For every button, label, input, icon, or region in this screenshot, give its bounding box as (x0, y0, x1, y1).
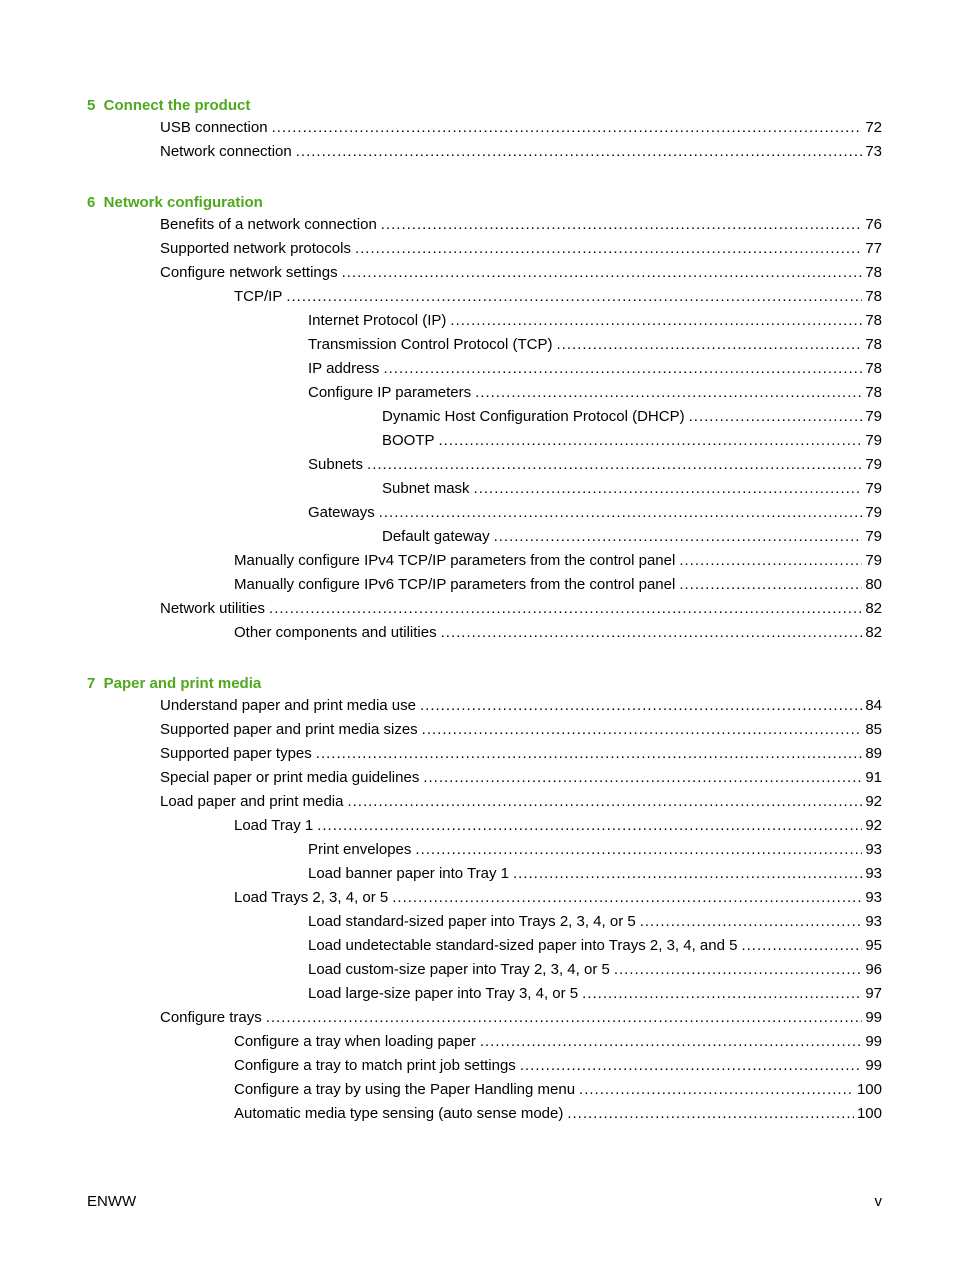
toc-entry-link[interactable] (87, 790, 882, 814)
dot-leader (567, 1102, 854, 1126)
toc-entry-page-number: 93 (865, 865, 882, 882)
toc-entry-label: Subnets (308, 456, 364, 473)
toc-entry-link[interactable] (87, 309, 882, 333)
toc-entry-page-number: 99 (865, 1009, 882, 1026)
dot-leader (422, 718, 863, 742)
dot-leader (679, 549, 862, 573)
toc-entry-label: Network connection (160, 143, 292, 160)
toc-entry-link[interactable] (87, 1006, 882, 1030)
toc-entry-link[interactable] (87, 1030, 882, 1054)
dot-leader (520, 1054, 863, 1078)
toc-entry-link[interactable] (87, 501, 882, 525)
toc-entry-label: Load undetectable standard-sized paper into Trays 2, 3, 4, and 5 (308, 937, 738, 954)
toc-entry-link[interactable] (87, 597, 882, 621)
toc-entry-label: Dynamic Host Configuration Protocol (DHCP) (382, 408, 685, 425)
toc-entry-page-number: 79 (865, 552, 882, 569)
toc-entry-page-number: 82 (865, 600, 882, 617)
toc-entry-label: TCP/IP (234, 288, 283, 305)
dot-leader (640, 910, 863, 934)
dot-leader (582, 982, 862, 1006)
dot-leader (741, 934, 862, 958)
dot-leader (513, 862, 862, 886)
dot-leader (423, 766, 862, 790)
toc-entry-page-number: 100 (856, 1081, 882, 1098)
toc-entry-page-number: 93 (865, 889, 882, 906)
page-footer (87, 1192, 882, 1212)
footer-publisher-code: ENWW (87, 1193, 137, 1210)
toc-entry-link[interactable] (87, 1054, 882, 1078)
dot-leader (367, 453, 862, 477)
toc-entry-page-number: 84 (865, 697, 882, 714)
toc-entry-label: Configure a tray by using the Paper Handling menu (234, 1081, 576, 1098)
toc-entry-label: Subnet mask (382, 480, 470, 497)
toc-entry-label: IP address (308, 360, 380, 377)
dot-leader (392, 886, 862, 910)
dot-leader (296, 140, 863, 164)
toc-entry-link[interactable] (87, 934, 882, 958)
dot-leader (494, 525, 863, 549)
toc-entry-label: BOOTP (382, 432, 435, 449)
toc-entry-link[interactable] (87, 405, 882, 429)
dot-leader (355, 237, 862, 261)
toc-entry-label: Configure a tray when loading paper (234, 1033, 476, 1050)
toc-entry-page-number: 78 (865, 312, 882, 329)
toc-entry-page-number: 92 (865, 817, 882, 834)
toc-entry-label: Manually configure IPv4 TCP/IP parameters from the control panel (234, 552, 676, 569)
dot-leader (316, 742, 863, 766)
toc-entry-label: Other components and utilities (234, 624, 437, 641)
toc-entry-page-number: 77 (865, 240, 882, 257)
toc-entry-page-number: 79 (865, 456, 882, 473)
toc-entry-label: Automatic media type sensing (auto sense mode) (234, 1105, 564, 1122)
dot-leader (347, 790, 862, 814)
toc-entry-link[interactable] (87, 453, 882, 477)
toc-entry-page-number: 100 (856, 1105, 882, 1122)
dot-leader (342, 261, 863, 285)
chapter-title-link[interactable]: 7 Paper and print media (87, 675, 262, 692)
toc-entry-page-number: 99 (865, 1033, 882, 1050)
dot-leader (557, 333, 863, 357)
toc-entry-page-number: 79 (865, 408, 882, 425)
toc-entry-link[interactable] (87, 237, 882, 261)
toc-entry-link[interactable] (87, 573, 882, 597)
toc-entry-page-number: 78 (865, 288, 882, 305)
toc-entry-label: Manually configure IPv6 TCP/IP parameters from the control panel (234, 576, 676, 593)
toc-entry-page-number: 73 (865, 143, 882, 160)
toc-entry-page-number: 89 (865, 745, 882, 762)
toc-entry-page-number: 79 (865, 480, 882, 497)
toc-entry-label: Configure a tray to match print job settings (234, 1057, 516, 1074)
toc-entry-label: Load custom-size paper into Tray 2, 3, 4, or 5 (308, 961, 610, 978)
toc-entry-link[interactable] (87, 910, 882, 934)
toc-entry-page-number: 85 (865, 721, 882, 738)
toc-entry-label: Default gateway (382, 528, 490, 545)
toc-entry-link[interactable] (87, 742, 882, 766)
footer-page-number: v (874, 1193, 882, 1210)
toc-entry-page-number: 78 (865, 264, 882, 281)
toc-entry-label: Load paper and print media (160, 793, 344, 810)
toc-entry-page-number: 99 (865, 1057, 882, 1074)
dot-leader (317, 814, 862, 838)
toc-entry-link[interactable] (87, 621, 882, 645)
toc-entry-page-number: 79 (865, 528, 882, 545)
toc-entry-link[interactable] (87, 116, 882, 140)
toc-entry-link[interactable] (87, 549, 882, 573)
toc-entry-link[interactable] (87, 429, 882, 453)
dot-leader (420, 694, 862, 718)
chapter-title-link[interactable]: 5 Connect the product (87, 97, 251, 114)
dot-leader (379, 501, 863, 525)
toc-entry-label: Internet Protocol (IP) (308, 312, 447, 329)
toc-entry-label: Understand paper and print media use (160, 697, 416, 714)
toc-entry-label: Configure IP parameters (308, 384, 472, 401)
toc-entry-link[interactable] (87, 213, 882, 237)
toc-entry-page-number: 91 (865, 769, 882, 786)
toc-entry-page-number: 79 (865, 432, 882, 449)
toc-entry-link[interactable] (87, 357, 882, 381)
dot-leader (614, 958, 862, 982)
toc-entry-label: Network utilities (160, 600, 266, 617)
toc-entry-label: Supported paper and print media sizes (160, 721, 418, 738)
toc-entry-page-number: 79 (865, 504, 882, 521)
toc-entry-label: Print envelopes (308, 841, 412, 858)
toc-entry-page-number: 72 (865, 119, 882, 136)
toc-entry-label: USB connection (160, 119, 268, 136)
toc-chapter (87, 193, 882, 645)
toc-entry-label: Load standard-sized paper into Trays 2, 3, 4, or 5 (308, 913, 636, 930)
toc-entry-link[interactable] (87, 1078, 882, 1102)
dot-leader (450, 309, 862, 333)
toc-chapter (87, 674, 882, 1126)
toc-entry-label: Gateways (308, 504, 375, 521)
toc-entry-link[interactable] (87, 140, 882, 164)
toc-entry-label: Special paper or print media guidelines (160, 769, 420, 786)
toc-entry-page-number: 92 (865, 793, 882, 810)
dot-leader (415, 838, 862, 862)
dot-leader (474, 477, 863, 501)
dot-leader (689, 405, 863, 429)
dot-leader (441, 621, 863, 645)
toc-entry-page-number: 76 (865, 216, 882, 233)
toc-entry-label: Supported paper types (160, 745, 312, 762)
toc-entry-page-number: 95 (865, 937, 882, 954)
toc-entry-link[interactable] (87, 766, 882, 790)
toc-entry-label: Load Tray 1 (234, 817, 314, 834)
toc-entry-label: Load large-size paper into Tray 3, 4, or 5 (308, 985, 579, 1002)
dot-leader (579, 1078, 854, 1102)
toc-chapter (87, 96, 882, 164)
dot-leader (269, 597, 862, 621)
dot-leader (475, 381, 862, 405)
toc-entry-link[interactable] (87, 838, 882, 862)
toc-entry-page-number: 82 (865, 624, 882, 641)
chapter-title-link[interactable]: 6 Network configuration (87, 194, 263, 211)
toc-entry-link[interactable] (87, 718, 882, 742)
toc-entry-link[interactable] (87, 285, 882, 309)
toc-entry-page-number: 78 (865, 336, 882, 353)
toc-entry-label: Configure network settings (160, 264, 338, 281)
dot-leader (381, 213, 863, 237)
toc-entry-page-number: 78 (865, 360, 882, 377)
dot-leader (272, 116, 863, 140)
toc-entry-page-number: 93 (865, 841, 882, 858)
toc-entry-page-number: 80 (865, 576, 882, 593)
toc-entry-label: Load banner paper into Tray 1 (308, 865, 509, 882)
toc-entry-link[interactable] (87, 333, 882, 357)
toc-entry-link[interactable] (87, 1102, 882, 1126)
toc-entry-page-number: 78 (865, 384, 882, 401)
toc-entry-link[interactable] (87, 694, 882, 718)
toc-entry-label: Load Trays 2, 3, 4, or 5 (234, 889, 389, 906)
toc-entry-link[interactable] (87, 381, 882, 405)
toc-entry-link[interactable] (87, 525, 882, 549)
toc-entry-label: Configure trays (160, 1009, 262, 1026)
toc-entry-label: Supported network protocols (160, 240, 351, 257)
dot-leader (480, 1030, 862, 1054)
toc-entry-link[interactable] (87, 958, 882, 982)
toc-entry-label: Transmission Control Protocol (TCP) (308, 336, 553, 353)
dot-leader (383, 357, 862, 381)
toc-entry-link[interactable] (87, 886, 882, 910)
dot-leader (439, 429, 863, 453)
toc-entry-label: Benefits of a network connection (160, 216, 377, 233)
dot-leader (266, 1006, 863, 1030)
toc-entry-link[interactable] (87, 982, 882, 1006)
toc-entry-link[interactable] (87, 261, 882, 285)
toc-entry-link[interactable] (87, 477, 882, 501)
toc-entry-link[interactable] (87, 814, 882, 838)
toc-entry-page-number: 96 (865, 961, 882, 978)
toc-entry-page-number: 97 (865, 985, 882, 1002)
table-of-contents (87, 96, 882, 1155)
dot-leader (679, 573, 862, 597)
dot-leader (286, 285, 862, 309)
toc-entry-page-number: 93 (865, 913, 882, 930)
toc-entry-link[interactable] (87, 862, 882, 886)
